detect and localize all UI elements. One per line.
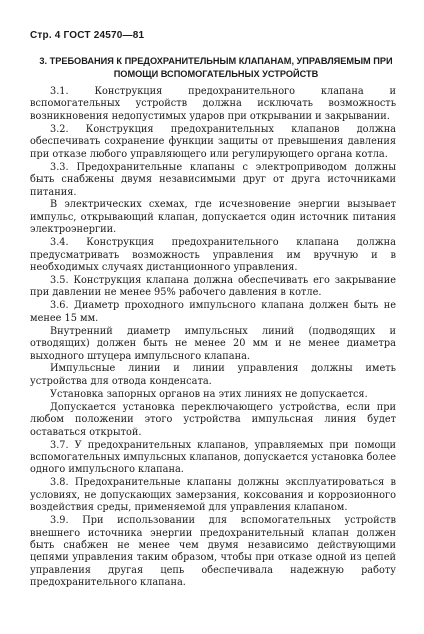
paragraph: 3.6. Диаметр проходного импульсного клапана должен быть не менее 15 мм. bbox=[30, 300, 396, 324]
paragraph: 3.1. Конструкция предохранительного клапана и вспомогательных устройств должна исключать возможность возникновения недопустимых ударов при открывании и закрывании. bbox=[30, 86, 396, 122]
section-title: 3. ТРЕБОВАНИЯ К ПРЕДОХРАНИТЕЛЬНЫМ КЛАПАНАМ, УПРАВЛЯЕМЫМ ПРИ ПОМОЩИ ВСПОМОГАТЕЛЬНЫХ УСТРОЙСТВ bbox=[39, 56, 393, 79]
paragraph: 3.4. Конструкция предохранительного клапана должна предусматривать возможность управления им вручную и в необходимых случаях дистанционного управления. bbox=[30, 237, 396, 274]
paragraph: 3.8. Предохранительные клапаны должны эксплуатироваться в условиях, не допускающих замерзания, коксования и коррозионного воздействия среды, применяемой для управления клапаном. bbox=[30, 477, 396, 514]
paragraph: 3.7. У предохранительных клапанов, управляемых при помощи вспомогательных импульсных клапанов, допускается установка более одного импульсного клапана. bbox=[30, 439, 396, 476]
page-header: Стр. 4 ГОСТ 24570—81 bbox=[30, 30, 145, 41]
paragraph: 3.9. При использовании для вспомогательных устройств внешнего источника энергии предохранительный клапан должен быть снабжен не менее чем двумя независимо действующими цепями управления таким образом, чтобы при отказе одной из цепей управления другая цепь обеспечивала надежную работу предохранительного клапана. bbox=[30, 515, 396, 589]
paragraph: 3.3. Предохранительные клапаны с электроприводом должны быть снабжены двумя независимыми друг от друга источниками питания. bbox=[30, 161, 396, 198]
paragraph: 3.2. Конструкция предохранительных клапанов должна обеспечивать сохранение функции защиты от превышения давления при отказе любого управляющего или регулирующего органа котла. bbox=[30, 123, 396, 160]
document-body bbox=[30, 86, 396, 590]
paragraph: 3.5. Конструкция клапана должна обеспечивать его закрывание при давлении не менее 95% рабочего давления в котле. bbox=[30, 274, 396, 299]
paragraph: Установка запорных органов на этих линиях не допускается. bbox=[50, 388, 368, 400]
paragraph: Внутренний диаметр импульсных линий (подводящих и отводящих) должен быть не менее 20 мм и не менее диаметра выходного штуцера импульсного клапана. bbox=[30, 325, 396, 362]
paragraph: Импульсные линии и линии управления должны иметь устройства для отвода конденсата. bbox=[30, 363, 396, 387]
paragraph: Допускается установка переключающего устройства, если при любом положении этого устройства импульсная линия будет оставаться открытой. bbox=[30, 401, 396, 438]
paragraph: В электрических схемах, где исчезновение энергии вызывает импульс, открывающий клапан, допускается один источник питания электроэнергии. bbox=[30, 199, 396, 236]
